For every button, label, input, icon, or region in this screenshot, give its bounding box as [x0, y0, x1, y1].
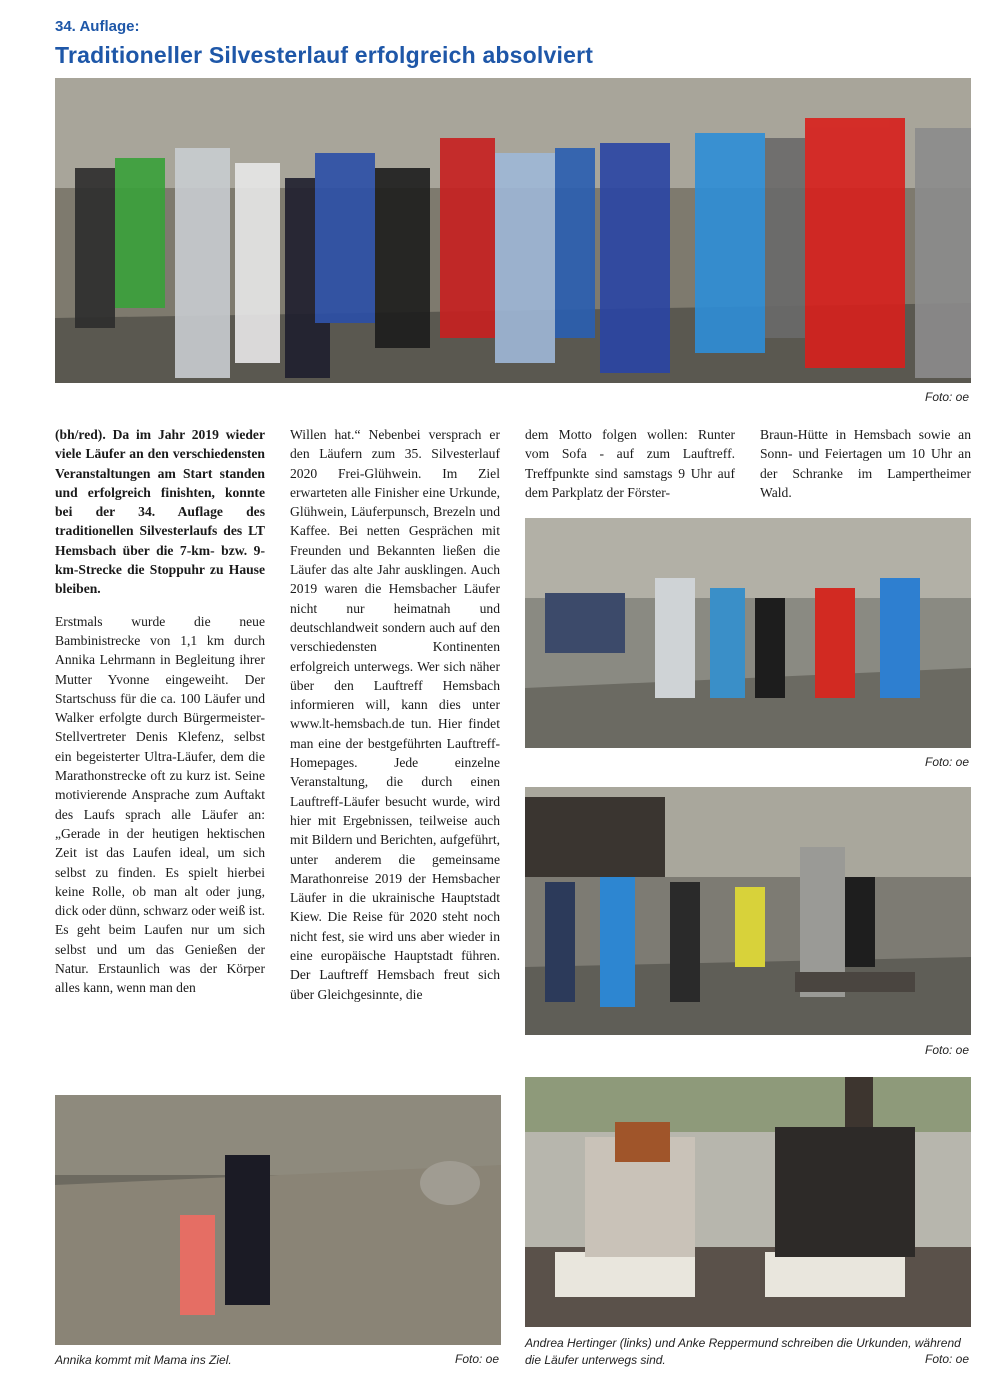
caption-bottom-right: Andrea Hertinger (links) und Anke Reppermund schreiben die Urkunden, während die Läufer unterwegs sind. — [525, 1336, 961, 1367]
lead-paragraph: (bh/red). Da im Jahr 2019 wieder viele Läufer an den verschiedensten Veranstaltungen am Start standen und erfolgreich finishten, konnte bei der 34. Auflage des traditionellen Silvesterlaufs des LT Hemsbach über die 7-km- bzw. 9-km-Strecke die Stoppuhr zu Hause bleiben. — [55, 427, 265, 597]
photo-credit-top: Foto: oe — [925, 390, 970, 404]
article-column-3 — [525, 425, 735, 515]
body-paragraph-3: dem Motto folgen wollen: Runter vom Sofa - auf zum Lauftreff. Treffpunkte sind samstags 9 Uhr auf dem Parkplatz der Förster- — [525, 427, 735, 500]
kicker: 34. Auflage: — [55, 18, 140, 35]
photo-runners-start — [55, 78, 971, 383]
body-paragraph-4: Braun-Hütte in Hemsbach sowie an Sonn- und Feiertagen um 10 Uhr an der Schranke im Lampertheimer Wald. — [760, 427, 971, 500]
photo-credit-bottom-left: Foto: oe — [455, 1352, 500, 1366]
body-paragraph-2: Willen hat.“ Nebenbei versprach er den Läufern zum 35. Silvesterlauf 2020 Frei-Glühwein. Im Ziel erwarteten alle Finisher eine Urkunde, Glühwein, Läuferpunsch, Brezeln und Kaffee. Bei netten Gesprächen mit Freunden und Bekannten ließen die Läufer das alte Jahr ausklingen. Auch 2019 waren die Hemsbacher Läufer nicht nur heimatnah und deutschlandweit sondern auch auf den verschiedensten Kontinenten erfolgreich unterwegs. Wer sich näher über den Lauftreff Hemsbach informieren will, kann dies unter www.lt-hemsbach.de tun. Hier findet man eine der bestgeführten Lauftreff-Homepages. Jede einzelne Veranstaltung, die durch einen Lauftreff-Läufer besucht wurde, wird hier mit Ergebnissen, teilweise auch mit Bildern und Berichten, aufgeführt, unter anderem die gemeinsame Marathonreise 2019 der Hemsbacher Läufer in die ukrainische Hauptstadt Kiew. Die Reise für 2020 steht noch nicht fest, sie wird uns aber wieder in eine europäische Hauptstadt führen. Der Lauftreff Hemsbach freut sich über Gleichgesinnte, die — [290, 427, 500, 1002]
photo-credit-middle-2: Foto: oe — [925, 1043, 970, 1057]
photo-group-hut — [525, 787, 971, 1035]
article-column-4 — [760, 425, 971, 515]
headline: Traditioneller Silvesterlauf erfolgreich absolviert — [55, 42, 594, 68]
photo-credit-middle-1: Foto: oe — [925, 755, 970, 769]
photo-runners-trail — [525, 518, 971, 748]
photo-certificates — [525, 1077, 971, 1327]
body-paragraph-1: Erstmals wurde die neue Bambinistrecke von 1,1 km durch Annika Lehrmann in Begleitung ihrer Mutter Yvonne eingeweiht. Der Startschuss für die ca. 100 Läufer und Walker erfolgte durch Bürgermeister-Stellvertreter Denis Klefenz, selbst ein begeisterter Ultra-Läufer, dem die Marathonstrecke oft zu kurz ist. Seine motivierende Ansprache zum Auftakt des Laufs sprach alle Läufer an: „Gerade in der heutigen hektischen Zeit ist das Laufen ideal, um sich selbst zu finden. Es spielt hierbei keine Rolle, ob man alt oder jung, dick oder dünn, schwarz oder weiß ist. Es geht beim Laufen nur um sich selbst und um das Genießen der Natur. Erstaunlich was der Körper alles kann, wenn man den — [55, 613, 265, 996]
photo-annika-finish — [55, 1095, 501, 1345]
article-column-2 — [290, 425, 500, 1017]
caption-bottom-left: Annika kommt mit Mama ins Ziel. — [55, 1353, 232, 1367]
photo-credit-bottom-right: Foto: oe — [925, 1352, 970, 1366]
article-column-1 — [55, 425, 265, 1011]
